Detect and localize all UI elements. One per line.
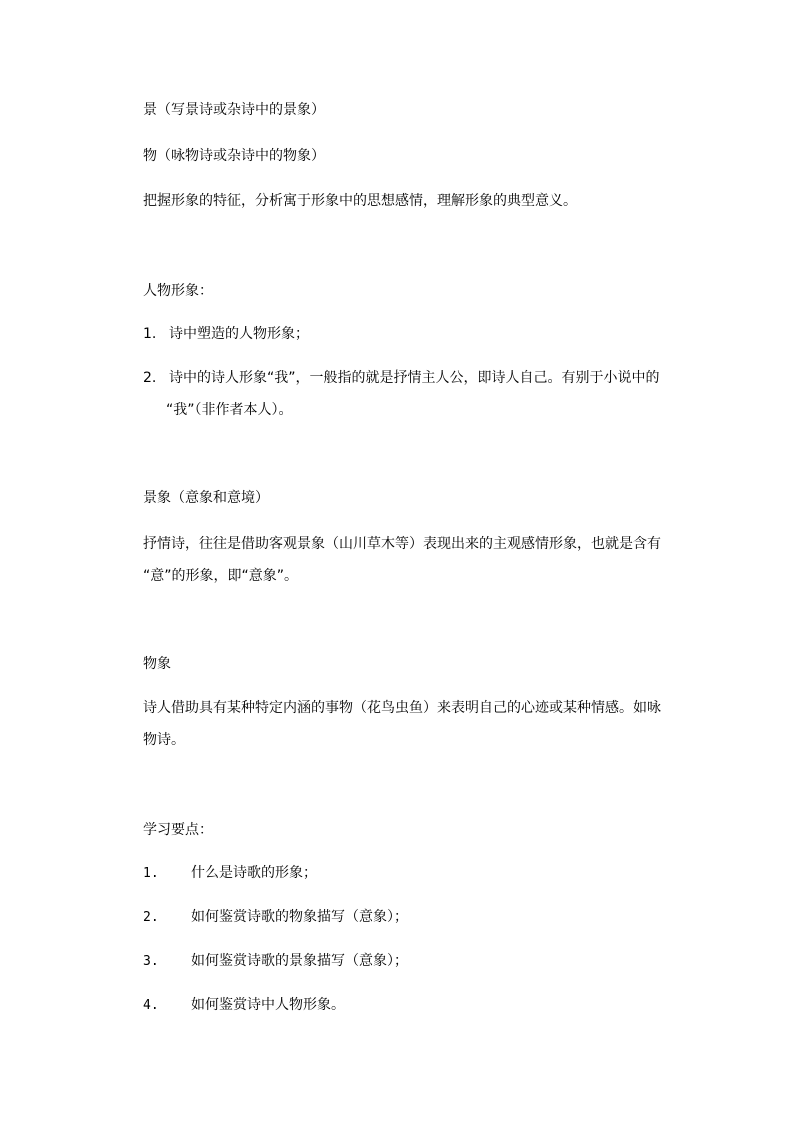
list-item-text: 什么是诗歌的形象； (191, 865, 317, 881)
list-item-text: 如何鉴赏诗歌的物象描写（意象）； (191, 909, 408, 925)
list-number: 3. (143, 954, 159, 969)
list-number: 2. (143, 370, 157, 386)
intro-summary-line: 把握形象的特征，分析寓于形象中的思想感情，理解形象的典型意义。 (143, 193, 577, 209)
intro-object-line: 物（咏物诗或杂诗中的物象） (143, 148, 325, 164)
key-point-item-4 (143, 995, 345, 1016)
list-number: 1. (143, 866, 159, 881)
objects-text-line-1: 诗人借助具有某种特定内涵的事物（花鸟虫鱼）来表明自己的心迹或某种情感。如咏 (143, 700, 661, 716)
scenery-heading: 景象（意象和意境） (143, 490, 269, 506)
list-number: 1. (143, 326, 157, 342)
key-points-heading: 学习要点： (143, 822, 213, 838)
scenery-text-line-1: 抒情诗，往往是借助客观景象（山川草木等）表现出来的主观感情形象，也就是含有 (143, 536, 661, 552)
key-point-item-2 (143, 907, 408, 928)
intro-scene-line: 景（写景诗或杂诗中的景象） (143, 102, 325, 118)
key-point-item-3 (143, 951, 408, 972)
list-item-text: 诗中塑造的人物形象； (169, 326, 309, 342)
list-number: 4. (143, 998, 159, 1013)
character-item-1 (143, 324, 309, 344)
objects-text-line-2: 物诗。 (143, 732, 185, 748)
scenery-text-line-2: “意”的形象，即“意象”。 (143, 568, 299, 584)
list-item-text: 如何鉴赏诗歌的景象描写（意象）； (191, 953, 408, 969)
list-number: 2. (143, 910, 159, 925)
list-item-text: 诗中的诗人形象“我”，一般指的就是抒情主人公，即诗人自己。有别于小说中的 (169, 370, 660, 386)
objects-heading: 物象 (143, 656, 171, 672)
character-heading: 人物形象： (143, 283, 213, 299)
key-point-item-1 (143, 863, 317, 884)
character-item-2-continuation: “我”（非作者本人）。 (166, 402, 293, 418)
list-item-text: 如何鉴赏诗中人物形象。 (191, 997, 345, 1013)
character-item-2 (143, 368, 660, 388)
